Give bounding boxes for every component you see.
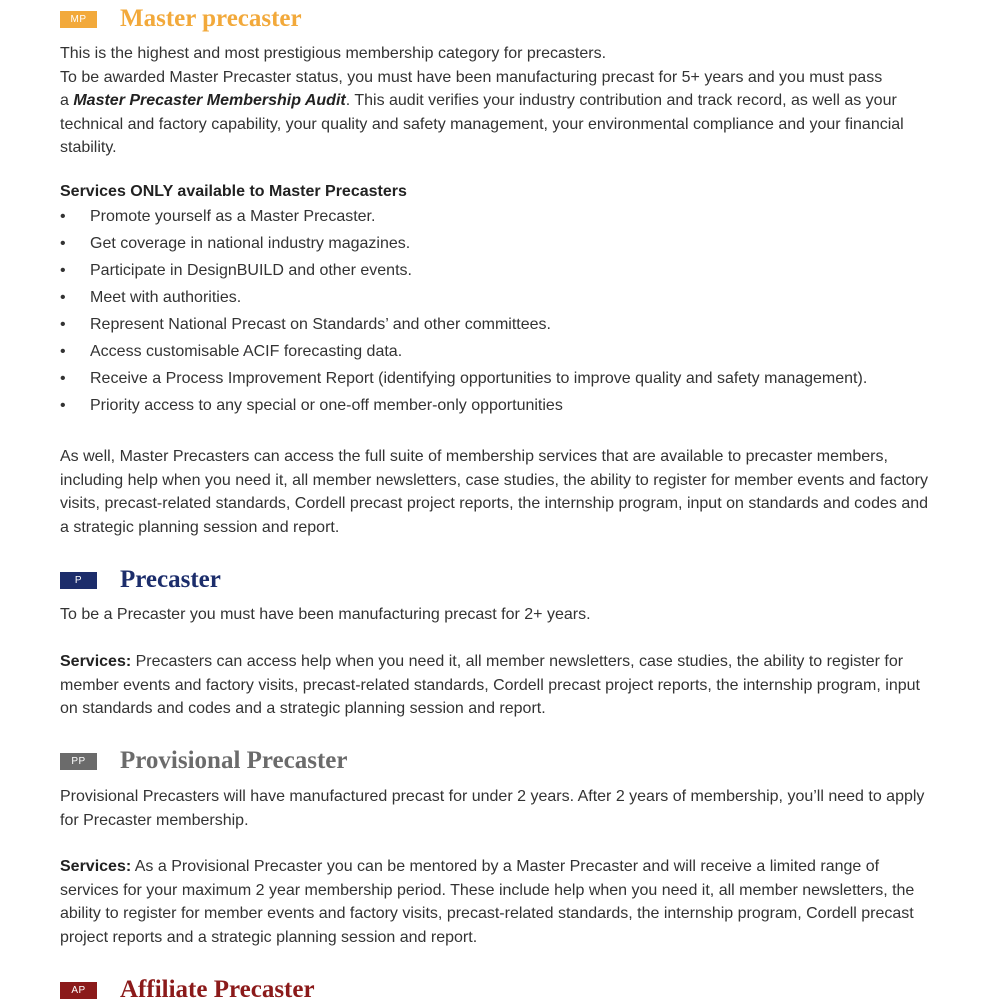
list-item bbox=[60, 284, 950, 311]
services-text: As a Provisional Precaster you can be mentored by a Master Precaster and will receive a limited range of services for your maximum 2 year membership period. These include help when you need it, all member newsletters, the ability to register for member events and factory visits, precast-related standards, the internship program, Cordell precast project reports and a strategic planning session and report. bbox=[60, 858, 915, 946]
list-item bbox=[60, 311, 950, 338]
provisional-precaster-title: Provisional Precaster bbox=[120, 747, 348, 774]
bullet-icon: • bbox=[60, 289, 66, 306]
ap-badge: AP bbox=[60, 982, 97, 999]
provisional-precaster-services bbox=[60, 855, 940, 949]
service-text: Receive a Process Improvement Report (identifying opportunities to improve quality and safety management). bbox=[90, 370, 868, 387]
section-header-precaster bbox=[60, 565, 221, 595]
service-text: Access customisable ACIF forecasting data. bbox=[90, 343, 403, 360]
p-badge: P bbox=[60, 572, 97, 589]
precaster-services bbox=[60, 650, 940, 721]
master-precaster-title: Master precaster bbox=[120, 5, 302, 32]
master-precaster-intro bbox=[60, 42, 950, 160]
mp-badge: MP bbox=[60, 11, 97, 28]
intro-rest: . This audit verifies your industry contribution and track record, as well as your technical and factory capability, your quality and safety management, your environmental compliance and your financial stability. bbox=[60, 92, 904, 156]
precaster-title: Precaster bbox=[120, 566, 221, 593]
bullet-icon: • bbox=[60, 316, 66, 333]
section-header-master-precaster bbox=[60, 4, 302, 34]
services-list bbox=[60, 203, 950, 419]
list-item bbox=[60, 257, 950, 284]
list-item bbox=[60, 203, 950, 230]
services-label: Services: bbox=[60, 858, 132, 875]
bullet-icon: • bbox=[60, 208, 66, 225]
section-header-provisional-precaster bbox=[60, 746, 348, 776]
intro-prefix: a bbox=[60, 92, 74, 109]
intro-line-1: This is the highest and most prestigious membership category for precasters. bbox=[60, 45, 607, 62]
intro-line-2: To be awarded Master Precaster status, you must have been manufacturing precast for 5+ years and you must pass bbox=[60, 68, 883, 86]
list-item bbox=[60, 230, 950, 257]
services-label: Services: bbox=[60, 653, 132, 670]
services-heading: Services ONLY available to Master Precasters bbox=[60, 183, 407, 200]
bullet-icon: • bbox=[60, 343, 66, 360]
services-text: Precasters can access help when you need it, all member newsletters, case studies, the ability to register for member events and factory visits, precast-related standards, Cordell precast project reports, the internship program, input on standards and codes and a strategic planning session and report. bbox=[60, 653, 920, 717]
precaster-intro: To be a Precaster you must have been manufacturing precast for 2+ years. bbox=[60, 606, 591, 623]
service-text: Get coverage in national industry magazines. bbox=[90, 235, 411, 252]
bullet-icon: • bbox=[60, 397, 66, 414]
section-header-affiliate-precaster bbox=[60, 975, 315, 1005]
list-item bbox=[60, 392, 950, 419]
master-precaster-as-well: As well, Master Precasters can access the full suite of membership services that are available to precaster members, including help when you need it, all member newsletters, case studies, the ability to register for member events and factory visits, precast-related standards, Cordell precast project reports, the internship program, input on standards and codes and a strategic planning session and report. bbox=[60, 448, 929, 536]
service-text: Participate in DesignBUILD and other events. bbox=[90, 262, 412, 279]
service-text: Promote yourself as a Master Precaster. bbox=[90, 208, 376, 225]
service-text: Meet with authorities. bbox=[90, 289, 242, 306]
list-item bbox=[60, 338, 950, 365]
pp-badge: PP bbox=[60, 753, 97, 770]
audit-name: Master Precaster Membership Audit bbox=[73, 92, 346, 109]
bullet-icon: • bbox=[60, 235, 66, 252]
service-text: Priority access to any special or one-off member-only opportunities bbox=[90, 397, 563, 414]
provisional-precaster-intro: Provisional Precasters will have manufactured precast for under 2 years. After 2 years of membership, you’ll need to apply for Precaster membership. bbox=[60, 788, 925, 829]
intro-paragraph-audit bbox=[60, 89, 950, 160]
bullet-icon: • bbox=[60, 370, 66, 387]
service-text: Represent National Precast on Standards’ and other committees. bbox=[90, 316, 551, 333]
affiliate-precaster-title: Affiliate Precaster bbox=[120, 976, 315, 1003]
list-item bbox=[60, 365, 950, 392]
bullet-icon: • bbox=[60, 262, 66, 279]
